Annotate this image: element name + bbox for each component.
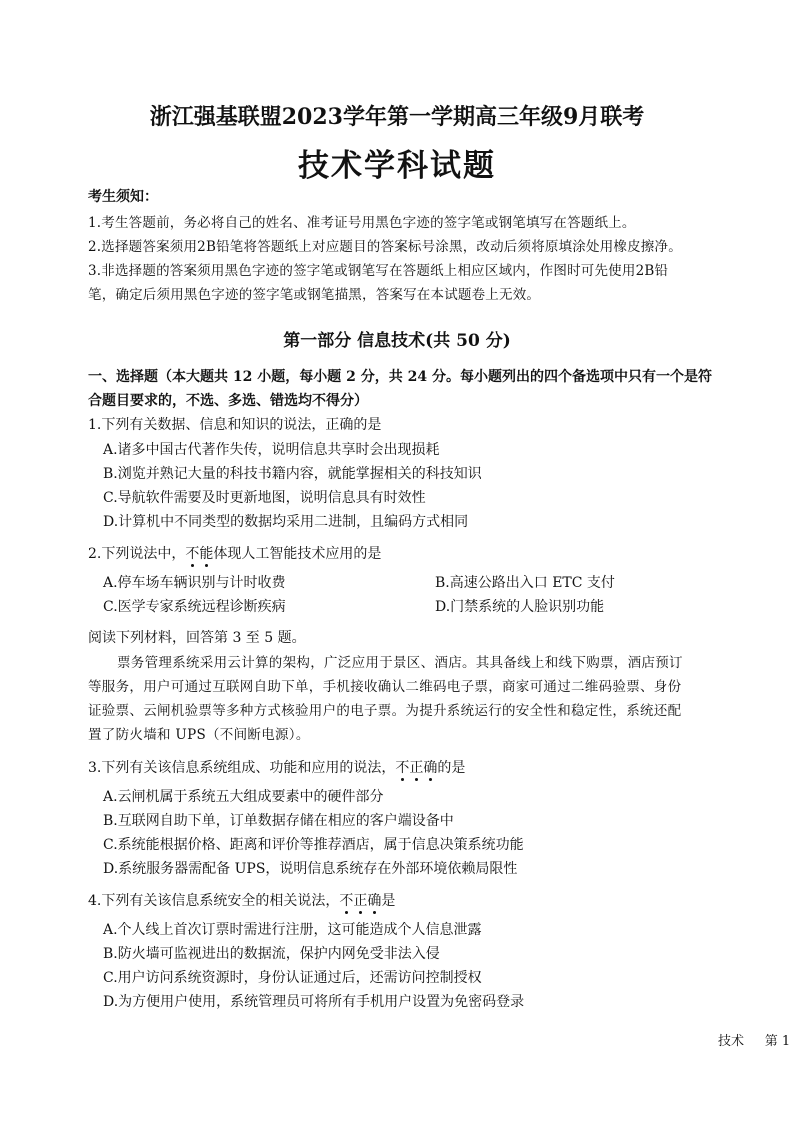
exam-title: 浙江强基联盟2023学年第一学期高三年级9月联考 xyxy=(149,104,645,130)
reading-paragraph-line-1: 票务管理系统采用云计算的架构，广泛应用于景区、酒店。其具备线上和线下购票，酒店预订 xyxy=(117,655,683,671)
emphasis-char xyxy=(339,893,353,909)
question-4-option-b: B.防火墙可监视进出的数据流，保护内网免受非法入侵 xyxy=(103,946,440,962)
question-4-option-d: D.为方便用户使用，系统管理员可将所有手机用户设置为免密码登录 xyxy=(103,994,525,1010)
question-1-option-c: C.导航软件需要及时更新地图，说明信息具有时效性 xyxy=(103,490,426,506)
emphasis-dot xyxy=(373,911,376,914)
emphasis-text: 确 xyxy=(367,893,382,909)
part-title: 第一部分 信息技术(共 50 分) xyxy=(283,331,511,351)
question-3-option-d: D.系统服务器需配备 UPS，说明信息系统存在外部环境依赖局限性 xyxy=(103,861,518,877)
reading-paragraph-line-3: 证验票、云闸机验票等多种方式核验用户的电子票。为提升系统运行的安全性和稳定性，系统还配 xyxy=(88,703,682,719)
emphasis-char xyxy=(185,546,199,562)
emphasis-text: 不 xyxy=(395,760,410,776)
notice-item-1: 1.考生答题前，务必将自己的姓名、准考证号用黑色字迹的签字笔或钢笔填写在答题纸上。 xyxy=(88,215,636,231)
reading-intro: 阅读下列材料，回答第 3 至 5 题。 xyxy=(88,630,306,646)
page-footer xyxy=(718,1030,790,1049)
question-3-option-a: A.云闸机属于系统五大组成要素中的硬件部分 xyxy=(103,789,384,805)
emphasis-char xyxy=(395,760,409,776)
footer-subject: 技术 xyxy=(718,1034,745,1049)
emphasis-dot xyxy=(429,778,432,781)
emphasis-char xyxy=(409,760,423,776)
question-3-stem-suffix: 的是 xyxy=(437,760,466,776)
section-instructions-line-2: 合题目要求的，不选、多选、错选均不得分） xyxy=(88,393,368,409)
question-2-stem-suffix: 体现人工智能技术应用的是 xyxy=(213,546,382,562)
question-1-option-b: B.浏览并熟记大量的科技书籍内容，就能掌握相关的科技知识 xyxy=(103,466,482,482)
question-4-option-c: C.用户访问系统资源时，身份认证通过后，还需访问控制授权 xyxy=(103,970,482,986)
emphasis-char xyxy=(423,760,437,776)
emphasis-char xyxy=(367,893,381,909)
emphasis-char xyxy=(199,546,213,562)
emphasis-dot xyxy=(401,778,404,781)
notice-heading: 考生须知： xyxy=(88,189,158,205)
question-4-option-a: A.个人线上首次订票时需进行注册，这可能造成个人信息泄露 xyxy=(103,922,482,938)
emphasis-text: 不 xyxy=(339,893,354,909)
emphasis-dot xyxy=(345,911,348,914)
emphasis-dot xyxy=(191,564,194,567)
question-3-stem xyxy=(88,757,465,777)
question-4-stem-prefix: 4.下列有关该信息系统安全的相关说法， xyxy=(88,893,340,909)
reading-paragraph-line-4: 置了防火墙和 UPS（不间断电源）。 xyxy=(88,727,310,743)
emphasis-char xyxy=(353,893,367,909)
section-instructions-line-1: 一、选择题（本大题共 12 小题，每小题 2 分，共 24 分。每小题列出的四个备选项中只有一个是符 xyxy=(88,369,712,385)
question-4-stem xyxy=(88,890,395,910)
question-3-option-c: C.系统能根据价格、距离和评价等推荐酒店，属于信息决策系统功能 xyxy=(103,837,524,853)
emphasis-text: 正 xyxy=(409,760,424,776)
notice-item-2: 2.选择题答案须用2B铅笔将答题纸上对应题目的答案标号涂黑，改动后须将原填涂处用橡皮擦净。 xyxy=(88,239,682,255)
emphasis-dot xyxy=(415,778,418,781)
question-1-option-a: A.诸多中国古代著作失传，说明信息共享时会出现损耗 xyxy=(103,442,440,458)
question-4-stem-suffix: 是 xyxy=(381,893,396,909)
question-2-option-c: C.医学专家系统远程诊断疾病 xyxy=(103,599,286,615)
footer-page-number: 第 1 xyxy=(764,1034,791,1049)
exam-subject-title: 技术学科试题 xyxy=(298,148,496,184)
reading-paragraph-line-2: 等服务，用户可通过互联网自助下单，手机接收确认二维码电子票，商家可通过二维码验票、身份 xyxy=(88,679,682,695)
emphasis-text: 正 xyxy=(353,893,368,909)
question-3-stem-prefix: 3.下列有关该信息系统组成、功能和应用的说法， xyxy=(88,760,396,776)
question-1-option-d: D.计算机中不同类型的数据均采用二进制，且编码方式相同 xyxy=(103,514,469,530)
notice-item-3-line-2: 笔，确定后须用黑色字迹的签字笔或钢笔描黑，答案写在本试题卷上无效。 xyxy=(88,287,541,303)
question-3-option-b: B.互联网自助下单，订单数据存储在相应的客户端设备中 xyxy=(103,813,454,829)
emphasis-dot xyxy=(205,564,208,567)
question-2-option-b: B.高速公路出入口 ETC 支付 xyxy=(435,575,615,591)
question-1-stem: 1.下列有关数据、信息和知识的说法，正确的是 xyxy=(88,417,382,433)
emphasis-text: 能 xyxy=(199,546,214,562)
question-2-option-a: A.停车场车辆识别与计时收费 xyxy=(103,575,286,591)
question-2-stem xyxy=(88,543,381,563)
emphasis-dot xyxy=(359,911,362,914)
emphasis-text: 不 xyxy=(185,546,200,562)
question-2-stem-prefix: 2.下列说法中， xyxy=(88,546,186,562)
notice-item-3-line-1: 3.非选择题的答案须用黑色字迹的签字笔或钢笔写在答题纸上相应区域内，作图时可先使用2B铅 xyxy=(88,263,669,279)
emphasis-text: 确 xyxy=(423,760,438,776)
question-2-option-d: D.门禁系统的人脸识别功能 xyxy=(435,599,605,615)
